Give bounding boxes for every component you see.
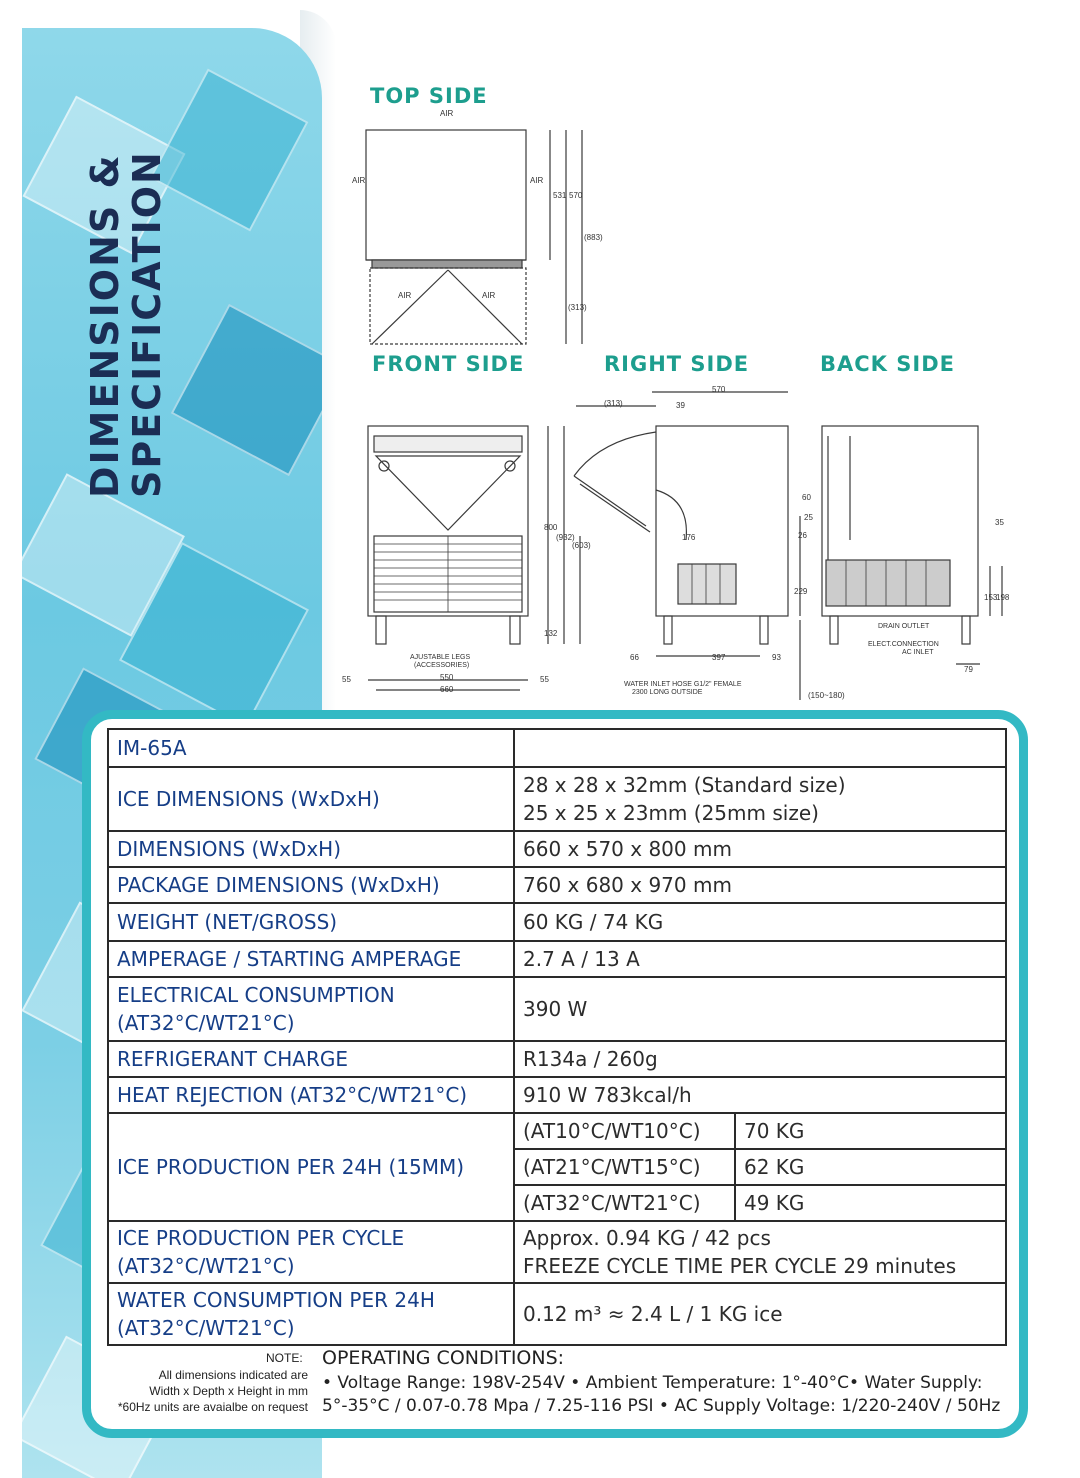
table-row (108, 1077, 1006, 1113)
spec-label: DIMENSIONS (WxDxH) (108, 831, 514, 867)
air-label: AIR (398, 291, 412, 300)
dim-label: 60 (802, 493, 811, 502)
spec-table (107, 728, 1007, 1346)
condition-cell: (AT21°C/WT15°C) (514, 1149, 735, 1185)
table-row (108, 903, 1006, 941)
dim-label: 229 (794, 587, 808, 596)
dim-label: 153 (984, 593, 998, 602)
dim-label: 55 (540, 675, 549, 684)
table-row (108, 867, 1006, 903)
dim-label: (932) (556, 533, 575, 542)
dim-label: 198 (996, 593, 1010, 602)
production-value: 62 KG (735, 1149, 1006, 1185)
spec-value: 760 x 680 x 970 mm (514, 867, 1006, 903)
spec-label: ELECTRICAL CONSUMPTION (AT32°C/WT21°C) (108, 977, 514, 1041)
model-value (514, 729, 1006, 767)
note-text (58, 1367, 308, 1415)
air-label: AIR (440, 109, 454, 118)
condition-cell: (AT32°C/WT21°C) (514, 1185, 735, 1221)
table-row (108, 1221, 1006, 1283)
dim-label: 93 (772, 653, 781, 662)
spec-value-line: 28 x 28 x 32mm (Standard size) (523, 773, 846, 797)
spec-label: ICE DIMENSIONS (WxDxH) (108, 767, 514, 831)
dim-label: 79 (964, 665, 973, 674)
spec-label: ICE PRODUCTION PER 24H (15MM) (108, 1113, 514, 1221)
back-note: DRAIN OUTLET (878, 623, 930, 630)
spec-value: 910 W 783kcal/h (514, 1077, 1006, 1113)
dim-label: (313) (568, 303, 587, 312)
spec-label: AMPERAGE / STARTING AMPERAGE (108, 941, 514, 977)
section-title-line2: SPECIFICATION (125, 150, 169, 498)
dim-label: 55 (342, 675, 351, 684)
dim-label: 26 (798, 531, 807, 540)
table-row (108, 767, 1006, 831)
spec-label: REFRIGERANT CHARGE (108, 1041, 514, 1077)
model-name: IM-65A (108, 729, 514, 767)
dim-label: (603) (572, 541, 591, 550)
dim-label: (883) (584, 233, 603, 242)
legs-note: (ACCESSORIES) (414, 662, 470, 669)
spec-value (514, 1221, 1006, 1283)
top-view-drawing (366, 130, 582, 344)
table-row (108, 831, 1006, 867)
dim-label: 176 (682, 533, 696, 542)
spec-value: 0.12 m³ ≈ 2.4 L / 1 KG ice (514, 1283, 1006, 1345)
condition-cell: (AT10°C/WT10°C) (514, 1113, 735, 1149)
water-note: WATER INLET HOSE G1/2" FEMALE (624, 681, 742, 688)
spec-value-line: FREEZE CYCLE TIME PER CYCLE 29 minutes (523, 1254, 957, 1278)
dim-label: 397 (712, 653, 726, 662)
right-view-drawing (574, 392, 800, 700)
water-note: 2300 LONG OUTSIDE (632, 689, 703, 696)
dim-label: 570 (712, 385, 726, 394)
spec-label: WEIGHT (NET/GROSS) (108, 903, 514, 941)
dim-label: 800 (544, 523, 558, 532)
spec-value: 2.7 A / 13 A (514, 941, 1006, 977)
section-title-line1: DIMENSIONS & (83, 153, 127, 498)
spec-value: 660 x 570 x 800 mm (514, 831, 1006, 867)
right-side-label: RIGHT SIDE (604, 352, 750, 376)
operating-conditions-text: • Voltage Range: 198V-254V • Ambient Temperature: 1°-40°C• Water Supply: 5°-35°C / 0.07-0.78 Mpa / 7.25-116 PSI • AC Supply Voltage: 1/220-240V / 50Hz (322, 1373, 1001, 1416)
spec-label: WATER CONSUMPTION PER 24H (AT32°C/WT21°C) (108, 1283, 514, 1345)
spec-value: R134a / 260g (514, 1041, 1006, 1077)
dim-label: 570 (569, 191, 583, 200)
dim-label: 39 (676, 401, 685, 410)
production-value: 49 KG (735, 1185, 1006, 1221)
spec-value-line: 25 x 25 x 23mm (25mm size) (523, 801, 819, 825)
back-side-label: BACK SIDE (820, 352, 955, 376)
back-note: AC INLET (902, 649, 934, 656)
production-value: 70 KG (735, 1113, 1006, 1149)
dim-label: 25 (804, 513, 813, 522)
dim-label: (313) (604, 399, 623, 408)
table-row (108, 729, 1006, 767)
dim-label: (150~180) (808, 691, 845, 700)
note-line: All dimensions indicated are (158, 1368, 308, 1382)
table-row (108, 1283, 1006, 1345)
note-line: Width x Depth x Height in mm (149, 1384, 308, 1398)
table-row (108, 1113, 1006, 1149)
dim-label: 66 (630, 653, 639, 662)
dim-label: 35 (995, 518, 1004, 527)
operating-conditions-title: OPERATING CONDITIONS: (322, 1347, 565, 1369)
note-label: NOTE: (266, 1351, 303, 1365)
air-label: AIR (530, 176, 544, 185)
spec-value: 60 KG / 74 KG (514, 903, 1006, 941)
table-row (108, 977, 1006, 1041)
note-line: *60Hz units are avaialbe on request (117, 1400, 308, 1414)
front-side-label: FRONT SIDE (372, 352, 525, 376)
air-label: AIR (482, 291, 496, 300)
spec-value (514, 767, 1006, 831)
spec-value: 390 W (514, 977, 1006, 1041)
dim-label: 550 (440, 673, 454, 682)
back-note: ELECT.CONNECTION (868, 641, 939, 648)
dim-label: 531 (553, 191, 567, 200)
spec-value-line: Approx. 0.94 KG / 42 pcs (523, 1226, 771, 1250)
dim-label: 660 (440, 685, 454, 694)
table-row (108, 941, 1006, 977)
spec-label: ICE PRODUCTION PER CYCLE (AT32°C/WT21°C) (108, 1221, 514, 1283)
top-side-label: TOP SIDE (370, 84, 488, 108)
dim-label: 132 (544, 629, 558, 638)
air-label: AIR (352, 176, 366, 185)
table-row (108, 1041, 1006, 1077)
technical-drawings (0, 0, 1080, 710)
spec-label: PACKAGE DIMENSIONS (WxDxH) (108, 867, 514, 903)
front-view-drawing (368, 426, 580, 690)
spec-label: HEAT REJECTION (AT32°C/WT21°C) (108, 1077, 514, 1113)
legs-note: AJUSTABLE LEGS (410, 654, 471, 661)
